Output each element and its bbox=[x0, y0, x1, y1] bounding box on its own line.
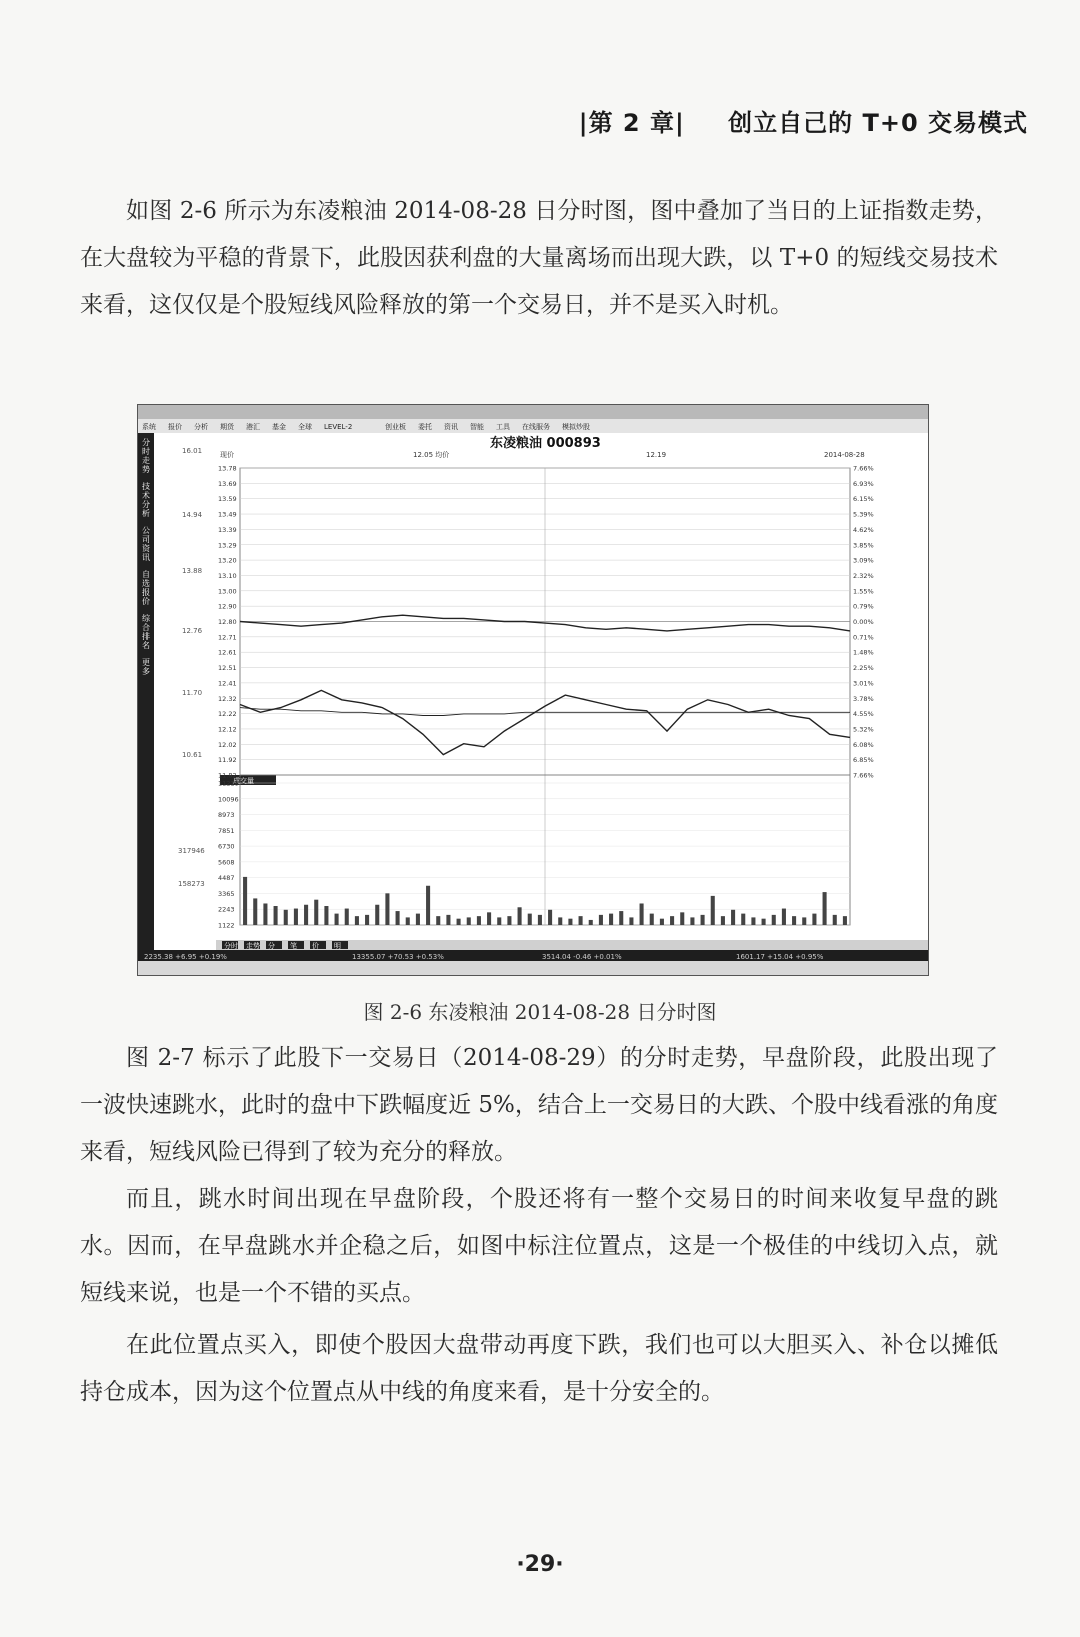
price-tick-label: 13.39 bbox=[218, 525, 237, 534]
pct-tick-label: 0.71% bbox=[853, 633, 874, 642]
volume-bar bbox=[609, 914, 613, 925]
volume-bar bbox=[375, 905, 379, 925]
volume-tick-label: 3365 bbox=[218, 889, 235, 898]
volume-bar bbox=[294, 909, 298, 925]
menu-item[interactable]: 在线服务 bbox=[522, 423, 550, 431]
volume-bar bbox=[335, 914, 339, 925]
left-axis-label: 12.76 bbox=[182, 627, 203, 635]
volume-bar bbox=[731, 910, 735, 925]
volume-bar bbox=[467, 917, 471, 925]
price-tick-label: 13.10 bbox=[218, 571, 237, 580]
volume-bar bbox=[284, 910, 288, 925]
menu-item[interactable]: LEVEL-2 bbox=[324, 423, 353, 431]
pct-tick-label: 3.85% bbox=[853, 541, 874, 550]
left-axis-label: 14.94 bbox=[182, 511, 203, 519]
volume-bar bbox=[843, 916, 847, 925]
pct-tick-label: 6.93% bbox=[853, 479, 874, 488]
left-axis-label: 10.61 bbox=[182, 751, 203, 759]
left-tab-char: 司 bbox=[142, 535, 150, 544]
price-tick-label: 12.41 bbox=[218, 679, 237, 688]
volume-bar bbox=[619, 911, 623, 925]
menu-item[interactable]: 委托 bbox=[418, 423, 432, 431]
volume-tick-label: 4487 bbox=[218, 874, 235, 883]
menu-item[interactable]: 智能 bbox=[470, 423, 484, 431]
volume-bar bbox=[802, 917, 806, 925]
left-tab-char: 自 bbox=[142, 570, 150, 579]
volume-bar bbox=[274, 906, 278, 925]
left-tab-char: 合 bbox=[142, 623, 150, 632]
price-tick-label: 12.90 bbox=[218, 602, 237, 611]
paragraph-3: 而且，跳水时间出现在早盘阶段，个股还将有一整个交易日的时间来收复早盘的跳水。因而，在早盘跳水并企稳之后，如图中标注位置点，这是一个极佳的中线切入点，就短线来说，也是一个不错的买点。 bbox=[80, 1186, 998, 1306]
volume-bar bbox=[721, 916, 725, 925]
price-tick-label: 13.29 bbox=[218, 541, 237, 550]
status-item: 2235.38 +6.95 +0.19% bbox=[144, 953, 227, 961]
menu-item[interactable]: 创业板 bbox=[385, 423, 406, 431]
volume-bar bbox=[711, 896, 715, 925]
volume-bar bbox=[568, 919, 572, 925]
left-tab-char: 讯 bbox=[142, 553, 150, 562]
page-header bbox=[579, 103, 1028, 138]
volume-bar bbox=[497, 917, 501, 925]
menu-item[interactable]: 港汇 bbox=[246, 423, 260, 431]
menu-item[interactable]: 资讯 bbox=[444, 423, 458, 431]
volume-tick-label: 2243 bbox=[218, 905, 235, 914]
volume-bar bbox=[243, 877, 247, 925]
pct-tick-label: 3.78% bbox=[853, 694, 874, 703]
pct-tick-label: 0.00% bbox=[853, 618, 874, 626]
volume-bar bbox=[680, 912, 684, 925]
bottom-tab[interactable]: 笔 bbox=[290, 942, 297, 950]
volume-bar bbox=[314, 900, 318, 925]
volume-bar bbox=[833, 915, 837, 925]
bottom-tab[interactable]: 分 bbox=[268, 942, 275, 950]
pct-tick-label: 3.01% bbox=[853, 679, 874, 688]
pct-tick-label: 4.55% bbox=[853, 710, 874, 719]
price-label: 现价 bbox=[220, 451, 234, 459]
bottom-tab[interactable]: 分时 bbox=[224, 942, 238, 950]
price-tick-label: 11.82 bbox=[218, 771, 237, 780]
status-item: 13355.07 +70.53 +0.53% bbox=[352, 953, 444, 961]
menu-item[interactable]: 分析 bbox=[194, 423, 208, 431]
figure-caption: 图 2-6 东凌粮油 2014-08-28 日分时图 bbox=[363, 1000, 717, 1024]
left-tab-char: 多 bbox=[142, 667, 150, 676]
avg-label: 12.05 均价 bbox=[413, 451, 450, 459]
pct-tick-label: 6.15% bbox=[853, 495, 874, 504]
status-item: 1601.17 +15.04 +0.95% bbox=[736, 953, 824, 961]
left-axis-label: 11.70 bbox=[182, 689, 203, 697]
volume-bar bbox=[762, 919, 766, 925]
volume-bar bbox=[538, 915, 542, 925]
volume-bar bbox=[650, 914, 654, 925]
left-tab-char: 分 bbox=[142, 500, 150, 509]
volume-bar bbox=[701, 915, 705, 925]
volume-bar bbox=[385, 893, 389, 925]
left-volume-axis-label: 158273 bbox=[178, 880, 205, 888]
left-tab-char: 综 bbox=[142, 614, 150, 623]
pct-tick-label: 1.55% bbox=[853, 587, 874, 596]
volume-bar bbox=[772, 915, 776, 925]
price-tick-label: 12.32 bbox=[218, 694, 237, 703]
left-tab-char: 分 bbox=[142, 438, 150, 447]
left-tab-char: 排 bbox=[142, 632, 150, 641]
volume-bar bbox=[304, 905, 308, 925]
volume-bar bbox=[426, 886, 430, 925]
pct-tick-label: 6.08% bbox=[853, 740, 874, 749]
menu-item[interactable]: 基金 bbox=[272, 423, 286, 431]
left-tab-char: 时 bbox=[142, 447, 150, 456]
volume-bar bbox=[823, 892, 827, 925]
volume-bar bbox=[457, 919, 461, 925]
volume-bar bbox=[365, 915, 369, 925]
volume-tick-label: 5608 bbox=[218, 858, 235, 867]
left-tab-char: 价 bbox=[142, 597, 150, 606]
price-tick-label: 12.51 bbox=[218, 664, 237, 673]
intraday-chart bbox=[138, 405, 928, 975]
left-tab-char: 析 bbox=[142, 509, 150, 518]
pct-tick-label: 2.25% bbox=[853, 664, 874, 673]
volume-bar bbox=[579, 916, 583, 925]
pct-tick-label: 2.32% bbox=[853, 571, 874, 580]
pct-tick-label: 7.66% bbox=[853, 464, 874, 473]
volume-bar bbox=[548, 910, 552, 925]
volume-bar bbox=[558, 917, 562, 925]
volume-bar bbox=[690, 917, 694, 925]
left-axis-label: 13.88 bbox=[182, 567, 203, 575]
volume-bar bbox=[812, 914, 816, 925]
volume-bar bbox=[436, 916, 440, 925]
bottom-tab[interactable]: 价 bbox=[312, 942, 319, 950]
paragraph-2: 图 2-7 标示了此股下一交易日（2014-08-29）的分时走势，早盘阶段，此股出现了一波快速跳水，此时的盘中下跌幅度近 5%，结合上一交易日的大跌、个股中线看涨的角度来看，短线风险已得到了较为充分的释放。 bbox=[80, 1045, 998, 1165]
volume-bar bbox=[253, 898, 257, 925]
pct-tick-label: 3.09% bbox=[853, 556, 874, 565]
volume-bar bbox=[660, 919, 664, 925]
volume-bar bbox=[741, 914, 745, 925]
left-tab-char: 走 bbox=[142, 456, 150, 465]
left-tab-char: 名 bbox=[142, 641, 150, 650]
pct-tick-label: 0.79% bbox=[853, 602, 874, 611]
bottom-tab[interactable]: 明 bbox=[334, 942, 341, 950]
pct-tick-label: 1.48% bbox=[853, 648, 874, 657]
price-tick-label: 12.22 bbox=[218, 710, 237, 719]
volume-bar bbox=[782, 909, 786, 925]
volume-bar bbox=[446, 915, 450, 925]
menu-item[interactable]: 模拟炒股 bbox=[562, 423, 590, 431]
volume-bar bbox=[528, 914, 532, 925]
pct-tick-label: 5.32% bbox=[853, 725, 874, 734]
menu-item[interactable]: 系统 bbox=[142, 423, 156, 431]
price-tick-label: 13.00 bbox=[218, 587, 237, 596]
volume-bar bbox=[406, 917, 410, 925]
menu-item[interactable]: 全球 bbox=[298, 423, 312, 431]
chart-title: 东凌粮油 000893 bbox=[490, 436, 601, 451]
price-tick-label: 12.12 bbox=[218, 725, 237, 734]
price-tick-label: 13.78 bbox=[218, 464, 237, 473]
price-tick-label: 13.20 bbox=[218, 556, 237, 565]
price-tick-label: 12.80 bbox=[218, 618, 237, 626]
volume-tick-label: 7851 bbox=[218, 826, 235, 835]
volume-tick-label: 6730 bbox=[218, 842, 235, 851]
volume-bar bbox=[629, 917, 633, 925]
left-tab-char: 技 bbox=[142, 482, 150, 491]
volume-bar bbox=[416, 914, 420, 925]
left-tab-char: 报 bbox=[142, 588, 150, 597]
volume-tick-label: 1122 bbox=[218, 921, 235, 930]
left-tab-char: 势 bbox=[142, 465, 150, 474]
volume-bar bbox=[670, 916, 674, 925]
date-label: 2014-08-28 bbox=[824, 451, 865, 459]
volume-bar bbox=[477, 916, 481, 925]
chapter-label: |第 2 章| bbox=[578, 109, 685, 137]
price-tick-label: 12.71 bbox=[218, 633, 237, 642]
volume-bar bbox=[396, 911, 400, 925]
menu-item[interactable]: 工具 bbox=[496, 423, 510, 431]
stock-chart-screenshot bbox=[137, 404, 929, 976]
menu-item[interactable]: 报价 bbox=[168, 423, 182, 431]
volume-bar bbox=[324, 906, 328, 925]
status-item: 3514.04 -0.46 +0.01% bbox=[542, 953, 622, 961]
left-tab-char: 资 bbox=[142, 544, 150, 553]
volume-bar bbox=[792, 916, 796, 925]
volume-bar bbox=[640, 903, 644, 925]
price-tick-label: 11.92 bbox=[218, 756, 237, 765]
volume-bar bbox=[751, 917, 755, 925]
volume-bar bbox=[599, 915, 603, 925]
price-tick-label: 13.59 bbox=[218, 495, 237, 504]
menu-item[interactable]: 期货 bbox=[220, 423, 234, 431]
left-axis-label: 16.01 bbox=[182, 447, 203, 455]
price-tick-label: 13.69 bbox=[218, 479, 237, 488]
bottom-tab[interactable]: 走势 bbox=[246, 942, 260, 950]
pct-tick-label: 7.66% bbox=[853, 771, 874, 780]
page-number: ·29· bbox=[516, 1552, 564, 1577]
pct-tick-label: 5.39% bbox=[853, 510, 874, 519]
left-tab-char: 选 bbox=[142, 579, 150, 588]
volume-tick-label: 10096 bbox=[218, 795, 239, 804]
left-tab-char: 术 bbox=[142, 491, 150, 500]
price-tick-label: 12.02 bbox=[218, 740, 237, 749]
volume-bar bbox=[518, 907, 522, 925]
left-tab-char: 公 bbox=[142, 526, 150, 535]
pct-tick-label: 6.85% bbox=[853, 756, 874, 765]
volume-bar bbox=[345, 909, 349, 925]
paragraph-1: 如图 2-6 所示为东凌粮油 2014-08-28 日分时图，图中叠加了当日的上证指数走势，在大盘较为平稳的背景下，此股因获利盘的大量离场而出现大跌，以 T+0 的短线交易技术来看，这仅仅是个股短线风险释放的第一个交易日，并不是买入时机。 bbox=[80, 198, 998, 318]
price-tick-label: 13.49 bbox=[218, 510, 237, 519]
left-volume-axis-label: 317946 bbox=[178, 847, 205, 855]
volume-tick-label: 8973 bbox=[218, 811, 235, 820]
volume-label: 成交量 bbox=[233, 777, 254, 785]
price-tick-label: 12.61 bbox=[218, 648, 237, 657]
volume-bar bbox=[355, 916, 359, 925]
volume-bar bbox=[263, 903, 267, 925]
mid-label: 12.19 bbox=[646, 451, 667, 459]
left-tab-char: 更 bbox=[142, 658, 150, 667]
chapter-title: 创立自己的 T+0 交易模式 bbox=[728, 109, 1028, 137]
volume-bar bbox=[507, 916, 511, 925]
pct-tick-label: 4.62% bbox=[853, 525, 874, 534]
volume-bar bbox=[589, 920, 593, 925]
volume-bar bbox=[487, 912, 491, 925]
volume-tick-label: 11218 bbox=[218, 779, 239, 788]
paragraph-4: 在此位置点买入，即使个股因大盘带动再度下跌，我们也可以大胆买入、补仓以摊低持仓成本，因为这个位置点从中线的角度来看，是十分安全的。 bbox=[80, 1332, 998, 1405]
